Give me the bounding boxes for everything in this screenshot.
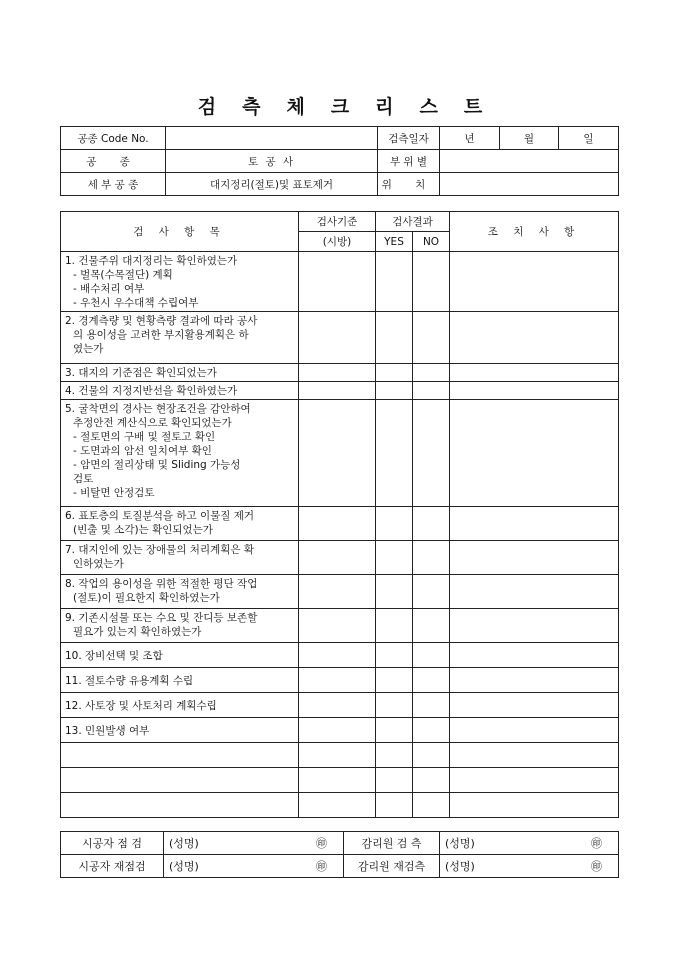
- checklist-row: [61, 609, 619, 643]
- contractor-check-label: 시공자 점 검: [61, 832, 164, 855]
- checklist-item-line: 였는가: [73, 343, 104, 355]
- no-cell[interactable]: [413, 575, 450, 609]
- title-char: 트: [463, 96, 483, 118]
- checklist-row: [61, 252, 619, 312]
- checklist-row: [61, 643, 619, 668]
- checklist-item: [61, 507, 299, 541]
- action-cell[interactable]: [450, 382, 619, 400]
- supervisor-recheck-label: 감리원 재검측: [344, 855, 440, 878]
- standard-cell[interactable]: [299, 768, 376, 793]
- detail-trade-value[interactable]: 대지정리(절토)및 표토제거: [166, 173, 378, 196]
- supervisor-check-sign[interactable]: (성명): [440, 832, 512, 855]
- yes-cell[interactable]: [376, 643, 413, 668]
- checklist-item: [61, 541, 299, 575]
- standard-cell[interactable]: [299, 609, 376, 643]
- title-char: 측: [242, 96, 261, 118]
- seal-mark: ㊞: [512, 832, 619, 855]
- checklist-item: [61, 252, 299, 312]
- head-standard-sub: (시방): [299, 232, 376, 252]
- yes-cell[interactable]: [376, 507, 413, 541]
- checklist-item-line: - 암면의 절리상태 및 Sliding 가능성: [73, 459, 241, 471]
- trade-value[interactable]: 토 공 사: [166, 150, 378, 173]
- action-cell[interactable]: [450, 743, 619, 768]
- yes-cell[interactable]: [376, 718, 413, 743]
- checklist-item: [61, 382, 299, 400]
- no-cell[interactable]: [413, 668, 450, 693]
- standard-cell[interactable]: [299, 643, 376, 668]
- checklist-item-line: (절토)이 필요한지 확인하였는가: [73, 592, 220, 604]
- yes-cell[interactable]: [376, 668, 413, 693]
- checklist-item-line: 10. 장비선택 및 조합: [65, 649, 163, 662]
- supervisor-check-label: 감리원 검 측: [344, 832, 440, 855]
- checklist-item-line: (빈출 및 소각)는 확인되었는가: [73, 524, 213, 536]
- checklist-table: [60, 211, 619, 818]
- checklist-item: [61, 364, 299, 382]
- action-cell[interactable]: [450, 793, 619, 818]
- action-cell[interactable]: [450, 400, 619, 507]
- head-no: NO: [413, 232, 450, 252]
- no-cell[interactable]: [413, 312, 450, 364]
- part-label: 부 위 별: [378, 150, 440, 173]
- checklist-item-line: 필요가 있는지 확인하였는가: [73, 626, 202, 638]
- trade-label: 공 종: [61, 150, 166, 173]
- checklist-item: [61, 743, 299, 768]
- no-cell[interactable]: [413, 382, 450, 400]
- action-cell[interactable]: [450, 541, 619, 575]
- standard-cell[interactable]: [299, 793, 376, 818]
- title-char: 스: [419, 96, 438, 118]
- checklist-item-line: 인하였는가: [73, 558, 124, 570]
- checklist-row: [61, 743, 619, 768]
- checklist-item-line: - 절토면의 구배 및 절토고 확인: [73, 431, 216, 443]
- standard-cell[interactable]: [299, 382, 376, 400]
- checklist-item-line: - 비탈면 안정검토: [73, 487, 155, 499]
- head-standard: 검사기준: [299, 212, 376, 232]
- no-cell[interactable]: [413, 693, 450, 718]
- checklist-item: [61, 768, 299, 793]
- action-cell[interactable]: [450, 364, 619, 382]
- yes-cell[interactable]: [376, 768, 413, 793]
- checklist-item-line: 6. 표토층의 토질분석을 하고 이물질 제거: [65, 510, 254, 522]
- signature-table: [60, 831, 619, 878]
- yes-cell[interactable]: [376, 575, 413, 609]
- checklist-item: [61, 718, 299, 743]
- standard-cell[interactable]: [299, 541, 376, 575]
- head-action: 조 치 사 항: [450, 212, 619, 252]
- seal-mark: ㊞: [236, 832, 344, 855]
- yes-cell[interactable]: [376, 609, 413, 643]
- checklist-head-row: [61, 212, 619, 232]
- standard-cell[interactable]: [299, 252, 376, 312]
- action-cell[interactable]: [450, 252, 619, 312]
- header-row-detail: [61, 173, 619, 196]
- checklist-item-line: 9. 기존시설물 또는 수요 및 잔디등 보존할: [65, 612, 258, 624]
- checklist-row: [61, 793, 619, 818]
- checklist-item: [61, 793, 299, 818]
- checklist-item-line: 추정안전 계산식으로 확인되었는가: [73, 417, 232, 429]
- checklist-item: [61, 609, 299, 643]
- checklist-item-line: 4. 건물의 지정지반선을 확인하였는가: [65, 385, 238, 397]
- standard-cell[interactable]: [299, 507, 376, 541]
- head-yes: YES: [376, 232, 413, 252]
- detail-trade-label: 세 부 공 종: [61, 173, 166, 196]
- yes-cell[interactable]: [376, 693, 413, 718]
- no-cell[interactable]: [413, 609, 450, 643]
- seal-mark: ㊞: [236, 855, 344, 878]
- part-value[interactable]: [440, 150, 619, 173]
- checklist-row: [61, 768, 619, 793]
- checklist-item-line: 12. 사토장 및 사토처리 계획수립: [65, 699, 217, 712]
- code-value[interactable]: [166, 127, 378, 150]
- yes-cell[interactable]: [376, 382, 413, 400]
- no-cell[interactable]: [413, 400, 450, 507]
- yes-cell[interactable]: [376, 541, 413, 575]
- no-cell[interactable]: [413, 364, 450, 382]
- checklist-row: [61, 364, 619, 382]
- page-title: [0, 92, 680, 119]
- checklist-row: [61, 382, 619, 400]
- checklist-item: [61, 400, 299, 507]
- no-cell[interactable]: [413, 252, 450, 312]
- action-cell[interactable]: [450, 668, 619, 693]
- action-cell[interactable]: [450, 718, 619, 743]
- checklist-item-line: 13. 민원발생 여부: [65, 724, 150, 737]
- standard-cell[interactable]: [299, 668, 376, 693]
- title-char: 크: [330, 96, 350, 118]
- head-result: 검사결과: [376, 212, 450, 232]
- yes-cell[interactable]: [376, 364, 413, 382]
- checklist-item: [61, 693, 299, 718]
- header-row-code: [61, 127, 619, 150]
- checklist-item-line: 1. 건물주위 대지정리는 확인하였는가: [65, 255, 238, 267]
- no-cell[interactable]: [413, 541, 450, 575]
- checklist-item-line: - 배수처리 여부: [73, 283, 145, 295]
- date-day[interactable]: 일: [559, 127, 619, 150]
- header-info-table: [60, 126, 619, 196]
- checklist-item-line: 8. 작업의 용이성을 위한 적절한 평단 작업: [65, 578, 258, 590]
- checklist-item-line: - 벌목(수목절단) 계획: [73, 269, 173, 281]
- checklist-row: [61, 312, 619, 364]
- no-cell[interactable]: [413, 793, 450, 818]
- checklist-item-line: 3. 대지의 기준점은 확인되었는가: [65, 367, 217, 379]
- no-cell[interactable]: [413, 768, 450, 793]
- standard-cell[interactable]: [299, 312, 376, 364]
- standard-cell[interactable]: [299, 743, 376, 768]
- contractor-recheck-label: 시공자 재점검: [61, 855, 164, 878]
- inspection-date-label: 검측일자: [378, 127, 440, 150]
- signature-row: [61, 855, 619, 878]
- action-cell[interactable]: [450, 693, 619, 718]
- action-cell[interactable]: [450, 609, 619, 643]
- checklist-row: [61, 507, 619, 541]
- checklist-item-line: - 도면과의 암선 일치여부 확인: [73, 445, 212, 457]
- contractor-recheck-sign[interactable]: (성명): [164, 855, 236, 878]
- head-items: 검 사 항 목: [61, 212, 299, 252]
- title-char: 검: [197, 96, 217, 118]
- header-row-trade: [61, 150, 619, 173]
- standard-cell[interactable]: [299, 693, 376, 718]
- no-cell[interactable]: [413, 743, 450, 768]
- checklist-item-line: 5. 굴착면의 경사는 현장조건을 감안하여: [65, 403, 251, 415]
- action-cell[interactable]: [450, 575, 619, 609]
- checklist-row: [61, 400, 619, 507]
- signature-row: [61, 832, 619, 855]
- location-label: 위 치: [378, 173, 440, 196]
- checklist-item-line: 검토: [73, 473, 94, 485]
- title-char: 리: [375, 96, 394, 118]
- checklist-item: [61, 668, 299, 693]
- standard-cell[interactable]: [299, 718, 376, 743]
- standard-cell[interactable]: [299, 400, 376, 507]
- date-year[interactable]: 년: [440, 127, 500, 150]
- checklist-row: [61, 668, 619, 693]
- date-month[interactable]: 월: [500, 127, 559, 150]
- location-value[interactable]: [440, 173, 619, 196]
- checklist-item-line: 11. 절토수량 유용계획 수립: [65, 674, 194, 687]
- no-cell[interactable]: [413, 507, 450, 541]
- checklist-item-line: - 우천시 우수대책 수립여부: [73, 297, 199, 309]
- contractor-check-sign[interactable]: (성명): [164, 832, 236, 855]
- checklist-item: [61, 575, 299, 609]
- no-cell[interactable]: [413, 718, 450, 743]
- checklist-item: [61, 312, 299, 364]
- checklist-item-line: 7. 대지인에 있는 장애물의 처리계획은 확: [65, 544, 254, 556]
- action-cell[interactable]: [450, 507, 619, 541]
- checklist-row: [61, 541, 619, 575]
- seal-mark: ㊞: [512, 855, 619, 878]
- action-cell[interactable]: [450, 643, 619, 668]
- standard-cell[interactable]: [299, 364, 376, 382]
- checklist-row: [61, 718, 619, 743]
- checklist-row: [61, 575, 619, 609]
- checklist-row: [61, 693, 619, 718]
- supervisor-recheck-sign[interactable]: (성명): [440, 855, 512, 878]
- yes-cell[interactable]: [376, 400, 413, 507]
- action-cell[interactable]: [450, 312, 619, 364]
- yes-cell[interactable]: [376, 252, 413, 312]
- yes-cell[interactable]: [376, 743, 413, 768]
- code-label: 공종 Code No.: [61, 127, 166, 150]
- title-char: 체: [286, 96, 305, 118]
- action-cell[interactable]: [450, 768, 619, 793]
- yes-cell[interactable]: [376, 793, 413, 818]
- checklist-item: [61, 643, 299, 668]
- no-cell[interactable]: [413, 643, 450, 668]
- standard-cell[interactable]: [299, 575, 376, 609]
- checklist-item-line: 의 용이성을 고려한 부지활용계획은 하: [73, 329, 249, 341]
- yes-cell[interactable]: [376, 312, 413, 364]
- checklist-item-line: 2. 경계측량 및 현황측량 결과에 따라 공사: [65, 315, 258, 327]
